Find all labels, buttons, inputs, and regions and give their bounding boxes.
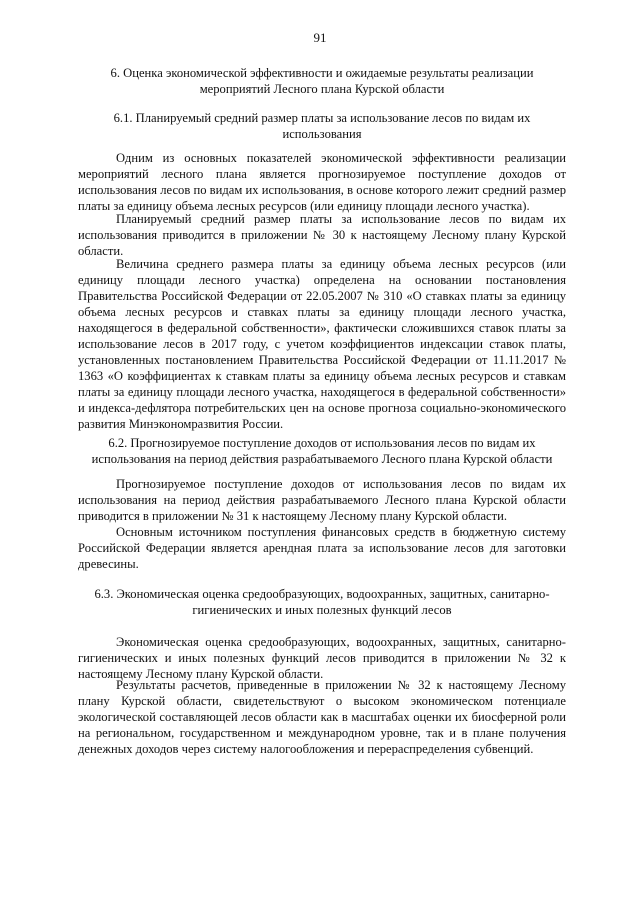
section-6-3-heading: 6.3. Экономическая оценка средообразующих, водоохранных, защитных, санитарно-гигиенических и иных полезных функций лесов bbox=[94, 587, 550, 617]
page-number: 91 bbox=[313, 30, 327, 45]
section-6-2-heading: 6.2. Прогнозируемое поступление доходов от использования лесов по видам их использования на период действия разрабатываемого Лесного плана Курской области bbox=[91, 436, 553, 466]
paragraph: Одним из основных показателей экономической эффективности реализации мероприятий лесного плана является прогнозируемое поступление доходов от использования лесов по видам их использования, в основе которого лежит средний размер платы за единицу объема лесных ресурсов (или единицу площади лесного участка). bbox=[78, 151, 566, 213]
paragraph: Основным источником поступления финансовых средств в бюджетную систему Российской Федерации является арендная плата за использование лесов для заготовки древесины. bbox=[78, 525, 566, 571]
paragraph: Результаты расчетов, приведенные в приложении № 32 к настоящему Лесному плану Курской области, свидетельствуют о высоком экономическом потенциале экологической составляющей лесов области как в масштабах оценки их биосферной роли на региональном, государственном и международном уровне, так и в плане получения денежных доходов через систему налогообложения и перераспределения субвенций. bbox=[78, 678, 566, 756]
paragraph: Величина среднего размера платы за единицу объема лесных ресурсов (или единицу площади лесного участка) определена на основании постановления Правительства Российской Федерации от 22.05.2007 № 310 «О ставках платы за единицу объема лесных ресурсов и ставках платы за единицу площади лесного участка, находящегося в федеральной собственности», фактически сложившихся ставок платы за использование лесов в 2017 году, с учетом коэффициентов индексации ставок платы, установленных постановлением Правительства Российской Федерации от 11.11.2017 № 1363 «О коэффициентах к ставкам платы за единицу объема лесных ресурсов и ставкам платы за единицу площади лесного участка, находящегося в федеральной собственности» и индекса-дефлятора потребительских цен на основе прогноза социально-экономического развития Минэкономразвития России. bbox=[78, 257, 566, 431]
paragraph: Планируемый средний размер платы за использование лесов по видам их использования приводится в приложении № 30 к настоящему Лесному плану Курской области. bbox=[78, 212, 566, 258]
section-6-heading: 6. Оценка экономической эффективности и ожидаемые результаты реализации мероприятий Лесного плана Курской области bbox=[110, 66, 534, 96]
paragraph: Экономическая оценка средообразующих, водоохранных, защитных, санитарно-гигиенических и иных полезных функций лесов приводится в приложении № 32 к настоящему Лесному плану Курской области. bbox=[78, 635, 566, 681]
paragraph: Прогнозируемое поступление доходов от использования лесов по видам их использования на период действия разрабатываемого Лесного плана Курской области приводится в приложении № 31 к настоящему Лесному плану Курской области. bbox=[78, 477, 566, 523]
section-6-1-heading: 6.1. Планируемый средний размер платы за использование лесов по видам их использования bbox=[113, 111, 531, 141]
